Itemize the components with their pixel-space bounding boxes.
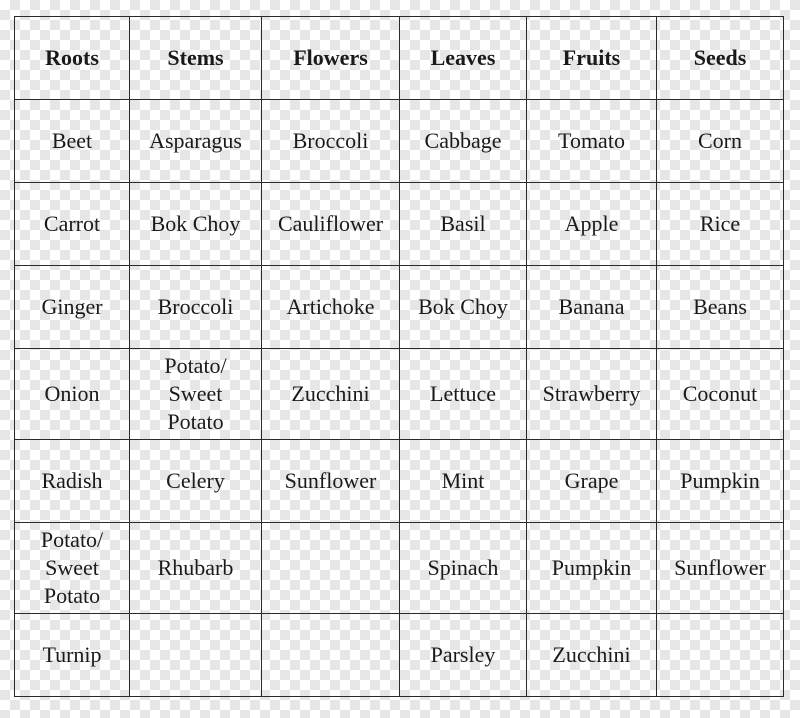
table-row xyxy=(15,614,784,697)
table-row xyxy=(15,440,784,523)
table-cell: Tomato xyxy=(527,100,657,183)
header-roots: Roots xyxy=(15,17,130,100)
table-cell: Carrot xyxy=(15,183,130,266)
header-seeds: Seeds xyxy=(657,17,784,100)
table-cell: Lettuce xyxy=(400,349,527,440)
table-cell xyxy=(262,614,400,697)
table-cell xyxy=(657,614,784,697)
table-cell: Beet xyxy=(15,100,130,183)
table-cell: Banana xyxy=(527,266,657,349)
table-cell: Grape xyxy=(527,440,657,523)
table-cell: Ginger xyxy=(15,266,130,349)
table-cell: Rhubarb xyxy=(130,523,262,614)
table-cell: Celery xyxy=(130,440,262,523)
table-cell: Broccoli xyxy=(262,100,400,183)
table-cell: Potato/ Sweet Potato xyxy=(15,523,130,614)
table-cell: Asparagus xyxy=(130,100,262,183)
table-cell: Pumpkin xyxy=(657,440,784,523)
table-cell xyxy=(130,614,262,697)
table-cell: Bok Choy xyxy=(400,266,527,349)
table-cell: Cauliflower xyxy=(262,183,400,266)
table-cell: Spinach xyxy=(400,523,527,614)
header-leaves: Leaves xyxy=(400,17,527,100)
table-cell: Strawberry xyxy=(527,349,657,440)
table-cell: Zucchini xyxy=(262,349,400,440)
table-cell: Broccoli xyxy=(130,266,262,349)
table-cell: Artichoke xyxy=(262,266,400,349)
table-cell: Beans xyxy=(657,266,784,349)
table-cell: Mint xyxy=(400,440,527,523)
table-cell: Apple xyxy=(527,183,657,266)
table-cell: Sunflower xyxy=(262,440,400,523)
produce-table xyxy=(14,16,784,697)
header-fruits: Fruits xyxy=(527,17,657,100)
table-cell: Onion xyxy=(15,349,130,440)
table-cell: Corn xyxy=(657,100,784,183)
table-cell: Basil xyxy=(400,183,527,266)
header-flowers: Flowers xyxy=(262,17,400,100)
table-row xyxy=(15,183,784,266)
header-stems: Stems xyxy=(130,17,262,100)
table-cell: Sunflower xyxy=(657,523,784,614)
header-row xyxy=(15,17,784,100)
table-cell: Potato/ Sweet Potato xyxy=(130,349,262,440)
table-cell: Turnip xyxy=(15,614,130,697)
table-cell: Bok Choy xyxy=(130,183,262,266)
table-cell: Radish xyxy=(15,440,130,523)
table-cell: Pumpkin xyxy=(527,523,657,614)
table-cell: Rice xyxy=(657,183,784,266)
table-cell: Coconut xyxy=(657,349,784,440)
table-row xyxy=(15,266,784,349)
table-row xyxy=(15,349,784,440)
table-cell: Zucchini xyxy=(527,614,657,697)
table-cell: Parsley xyxy=(400,614,527,697)
table-row xyxy=(15,100,784,183)
table-cell: Cabbage xyxy=(400,100,527,183)
table-cell xyxy=(262,523,400,614)
table-row xyxy=(15,523,784,614)
